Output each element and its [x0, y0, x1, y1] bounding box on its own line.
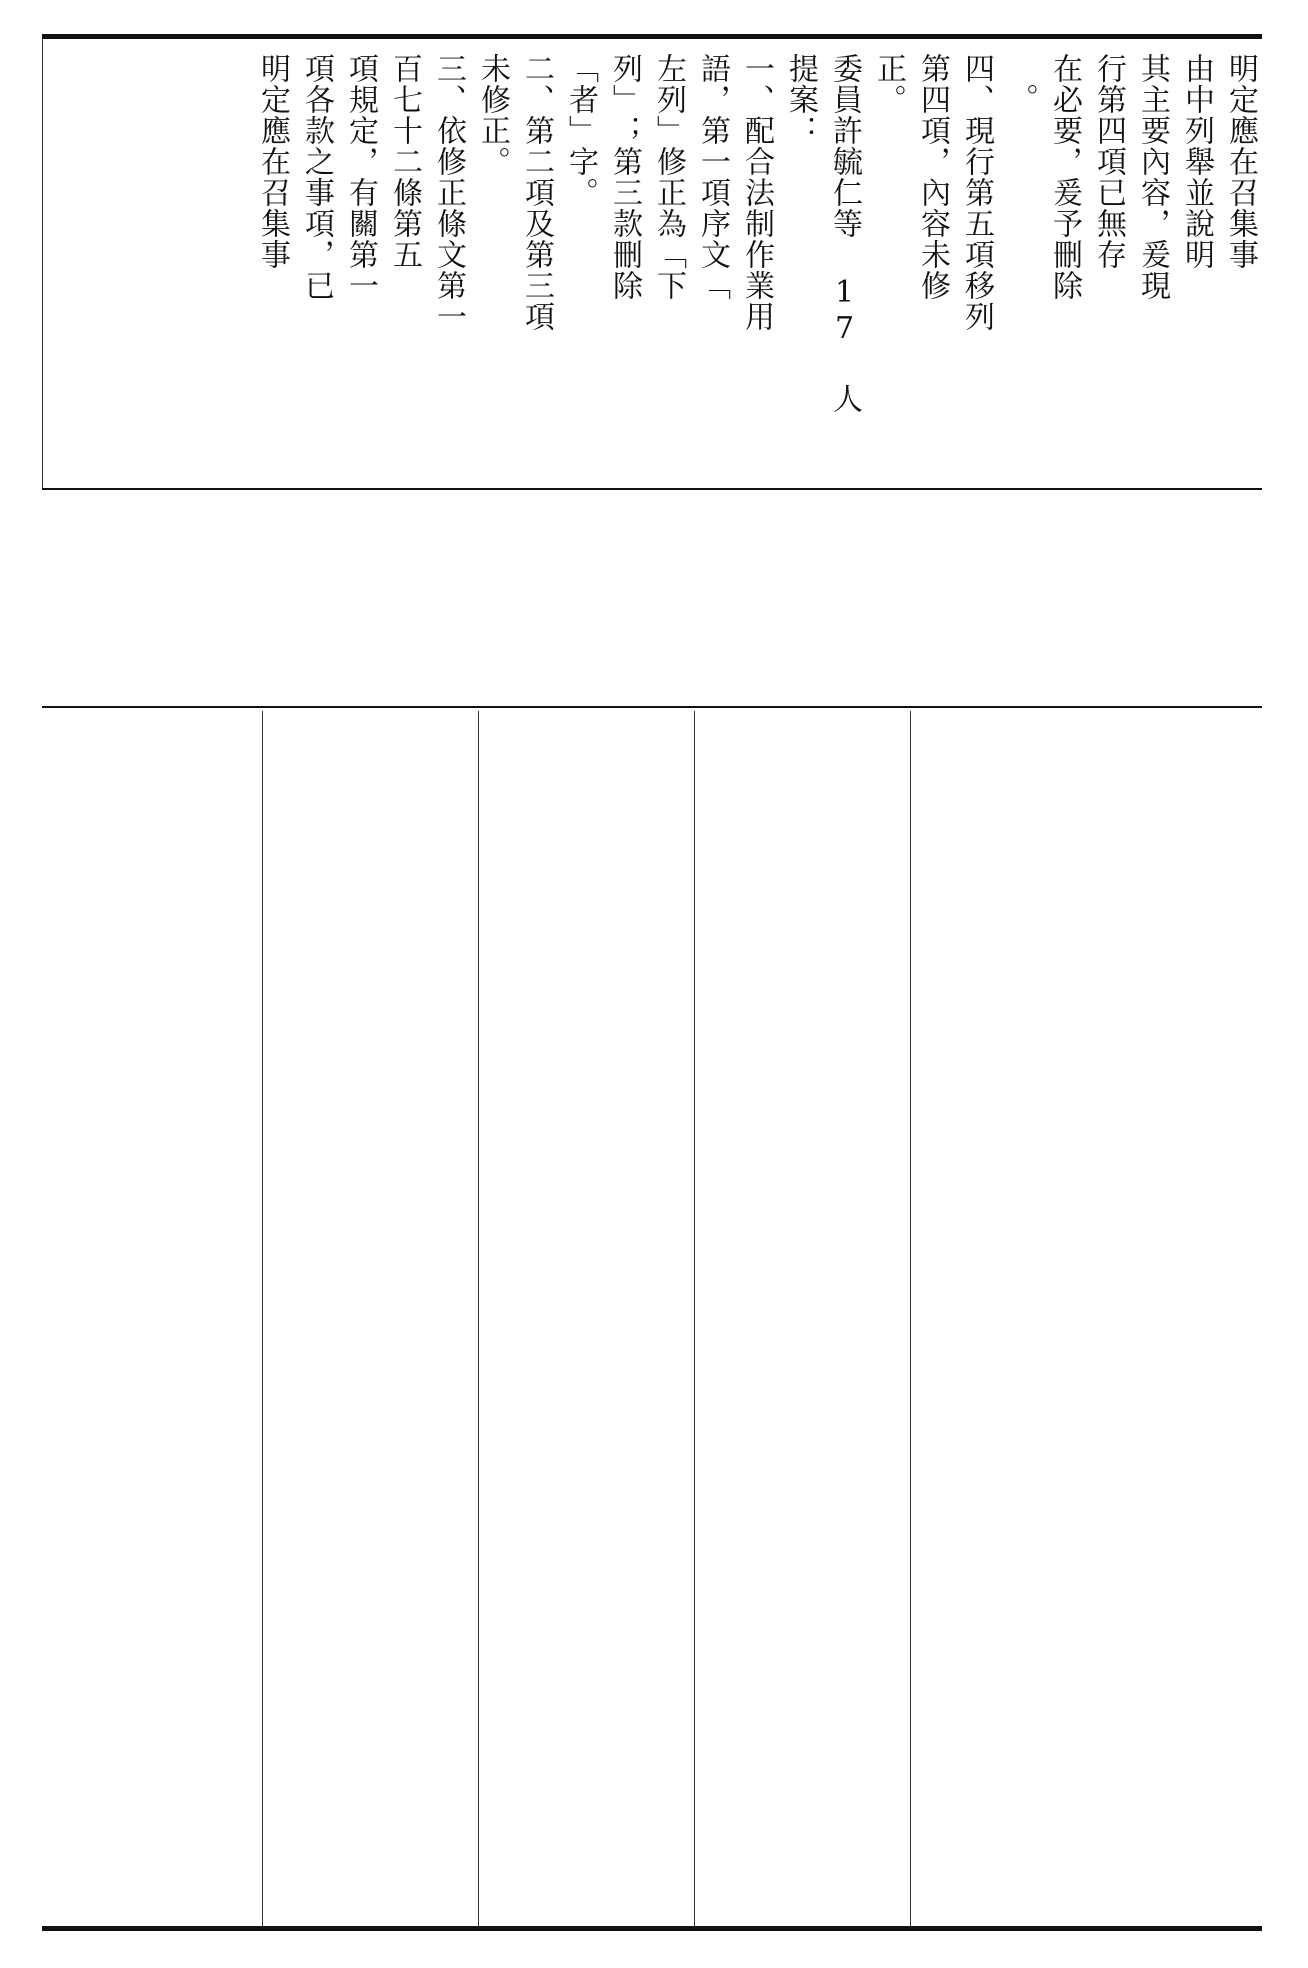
text-line: 由中列舉並說明: [1179, 53, 1214, 270]
text-line: 列」；第三款刪除: [607, 53, 642, 301]
bottom-rule: [42, 1926, 1262, 1931]
text-line: 第四項，內容未修: [915, 53, 950, 301]
text-line: 百七十二條第五: [387, 53, 422, 270]
text-line: 。: [1003, 83, 1038, 114]
text-line: 未修正。: [475, 53, 510, 177]
text-line: 四、現行第五項移列: [959, 53, 994, 332]
text-line: 二、第二項及第三項: [519, 53, 554, 332]
text-line: 在必要，爰予刪除: [1047, 53, 1082, 301]
text-line: 明定應在召集事: [255, 53, 290, 270]
top-section-bottom-rule: [42, 488, 1262, 490]
text-line: 正。: [871, 53, 906, 115]
text-line: 左列」修正為「下: [651, 53, 686, 301]
column-divider: [694, 711, 695, 1926]
text-line: 委員許毓仁等 17 人: [827, 53, 862, 414]
text-line: 項規定，有關第一: [343, 53, 378, 301]
text-line: 提案：: [783, 53, 818, 146]
text-line: 行第四項已無存: [1091, 53, 1126, 270]
top-right-cell: [42, 39, 1262, 488]
text-line: 其主要內容，爰現: [1135, 53, 1170, 301]
column-divider: [478, 711, 479, 1926]
text-line: 語，第一項序文「: [695, 53, 730, 301]
text-line: 「者」字。: [563, 53, 598, 208]
column-divider: [910, 711, 911, 1926]
column-divider: [262, 711, 263, 1926]
text-line: 明定應在召集事: [1223, 53, 1258, 270]
text-line: 三、依修正條文第一: [431, 53, 466, 332]
bottom-section: [42, 711, 1262, 1926]
text-line: 一、配合法制作業用: [739, 53, 774, 332]
bottom-section-top-rule: [42, 706, 1262, 708]
top-section: [42, 39, 1262, 488]
text-line: 項各款之事項，已: [299, 53, 334, 301]
